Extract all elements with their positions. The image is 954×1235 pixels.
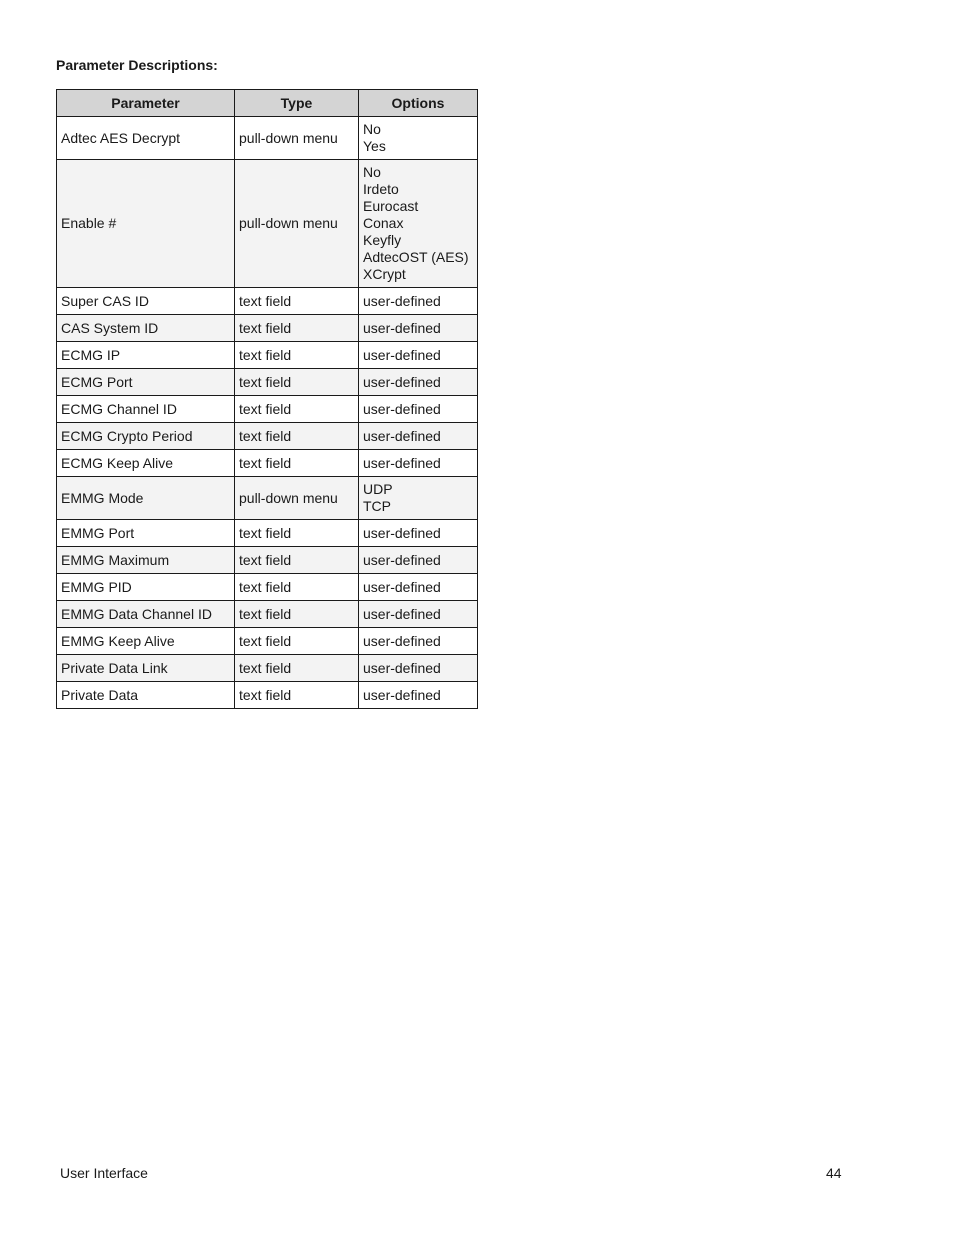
cell-options [359,288,478,315]
cell-parameter: ECMG Crypto Period [57,423,235,450]
cell-options [359,117,478,160]
table-row [57,160,478,288]
cell-parameter: EMMG Keep Alive [57,628,235,655]
cell-options [359,520,478,547]
cell-options [359,477,478,520]
cell-parameter: EMMG Mode [57,477,235,520]
option-value: user-defined [363,659,441,676]
option-value: TCP [363,498,391,514]
option-value: No [363,121,381,137]
table-row [57,682,478,709]
cell-options [359,547,478,574]
cell-type: pull-down menu [235,160,359,288]
option-value: Irdeto [363,181,399,197]
option-value: No [363,164,381,180]
cell-options [359,601,478,628]
cell-options [359,369,478,396]
cell-options [359,342,478,369]
option-value: Yes [363,138,386,154]
option-value: XCrypt [363,266,406,282]
table-row [57,450,478,477]
cell-type: text field [235,601,359,628]
cell-type: text field [235,396,359,423]
option-value: user-defined [363,524,441,541]
option-value: user-defined [363,686,441,703]
cell-type: text field [235,520,359,547]
footer-page-number: 44 [826,1165,842,1181]
option-value: Eurocast [363,198,419,214]
column-header-parameter: Parameter [57,90,235,117]
option-value: Keyfly [363,232,402,248]
cell-options [359,682,478,709]
table-row [57,369,478,396]
table-body [57,117,478,709]
option-value: user-defined [363,373,441,390]
table-row [57,574,478,601]
section-heading: Parameter Descriptions: [56,57,218,73]
cell-type: text field [235,547,359,574]
cell-options [359,160,478,288]
cell-parameter: ECMG Channel ID [57,396,235,423]
cell-type: pull-down menu [235,117,359,160]
cell-parameter: Super CAS ID [57,288,235,315]
table-row [57,655,478,682]
cell-options [359,574,478,601]
cell-type: text field [235,655,359,682]
cell-type: text field [235,450,359,477]
footer-section-title: User Interface [60,1165,148,1181]
table-row [57,117,478,160]
table-row [57,342,478,369]
table-row [57,288,478,315]
cell-type: text field [235,628,359,655]
option-value: user-defined [363,551,441,568]
cell-type: text field [235,342,359,369]
cell-options [359,423,478,450]
cell-parameter: EMMG Maximum [57,547,235,574]
option-value: AdtecOST (AES) [363,249,469,265]
option-value: user-defined [363,578,441,595]
parameter-table [56,89,478,709]
cell-type: text field [235,315,359,342]
table-row [57,477,478,520]
cell-parameter: Enable # [57,160,235,288]
cell-parameter: ECMG IP [57,342,235,369]
cell-options [359,315,478,342]
cell-options [359,396,478,423]
option-value: user-defined [363,292,441,309]
table-row [57,628,478,655]
table-row [57,396,478,423]
option-value: UDP [363,481,393,497]
cell-parameter: ECMG Keep Alive [57,450,235,477]
cell-parameter: Private Data Link [57,655,235,682]
option-value: user-defined [363,427,441,444]
cell-parameter: Private Data [57,682,235,709]
option-value: user-defined [363,605,441,622]
column-header-options: Options [359,90,478,117]
cell-parameter: ECMG Port [57,369,235,396]
cell-options [359,655,478,682]
option-value: user-defined [363,319,441,336]
cell-type: text field [235,423,359,450]
table-row [57,601,478,628]
option-value: user-defined [363,454,441,471]
table-header-row [57,90,478,117]
column-header-type: Type [235,90,359,117]
cell-parameter: EMMG Data Channel ID [57,601,235,628]
table-row [57,520,478,547]
option-value: user-defined [363,632,441,649]
cell-type: text field [235,574,359,601]
cell-type: text field [235,288,359,315]
cell-type: text field [235,369,359,396]
cell-parameter: Adtec AES Decrypt [57,117,235,160]
table-row [57,547,478,574]
cell-parameter: EMMG Port [57,520,235,547]
option-value: user-defined [363,346,441,363]
cell-parameter: EMMG PID [57,574,235,601]
cell-options [359,628,478,655]
table-row [57,423,478,450]
cell-type: text field [235,682,359,709]
option-value: user-defined [363,400,441,417]
cell-options [359,450,478,477]
cell-parameter: CAS System ID [57,315,235,342]
cell-type: pull-down menu [235,477,359,520]
table-row [57,315,478,342]
option-value: Conax [363,215,404,231]
